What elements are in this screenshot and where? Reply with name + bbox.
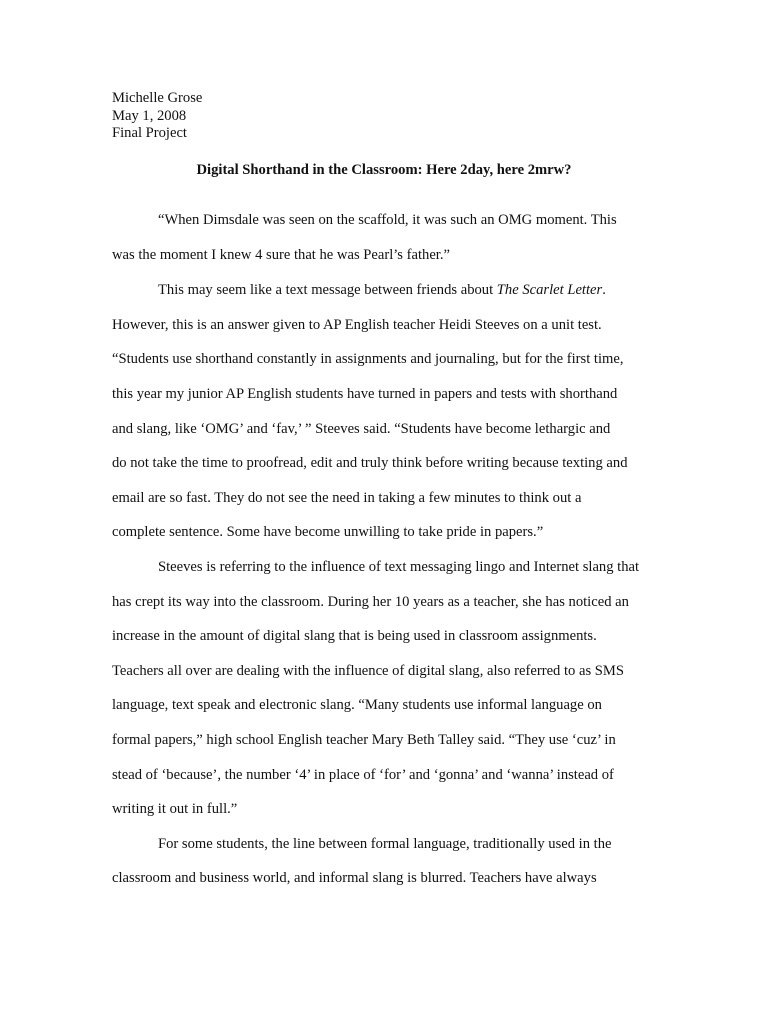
paragraph-4-line-1: For some students, the line between formal language, traditionally used in the bbox=[158, 836, 612, 852]
paragraph-3-line-4: Teachers all over are dealing with the influence of digital slang, also referred to as SMS bbox=[112, 663, 625, 679]
paragraph-3-line-2: has crept its way into the classroom. During her 10 years as a teacher, she has noticed an bbox=[112, 594, 629, 610]
paragraph-2-line-1 bbox=[158, 280, 606, 300]
document-date: May 1, 2008 bbox=[112, 107, 187, 124]
paragraph-3-line-1: Steeves is referring to the influence of text messaging lingo and Internet slang that bbox=[158, 559, 640, 575]
paragraph-3-line-7: stead of ‘because’, the number ‘4’ in place of ‘for’ and ‘gonna’ and ‘wanna’ instead of bbox=[112, 767, 614, 783]
paragraph-2-line-3: “Students use shorthand constantly in assignments and journaling, but for the first time, bbox=[112, 351, 624, 367]
paragraph-1-line-1: “When Dimsdale was seen on the scaffold, it was such an OMG moment. This bbox=[158, 212, 617, 228]
paragraph-2-line-5: and slang, like ‘OMG’ and ‘fav,’ ” Steeves said. “Students have become lethargic and bbox=[112, 421, 611, 437]
assignment-label: Final Project bbox=[112, 125, 187, 141]
paragraph-2-line-2: However, this is an answer given to AP English teacher Heidi Steeves on a unit test. bbox=[112, 317, 602, 333]
paragraph-2-line-7: email are so fast. They do not see the need in taking a few minutes to think out a bbox=[112, 490, 582, 506]
document-header bbox=[112, 90, 202, 143]
document-title: Digital Shorthand in the Classroom: Here 2day, here 2mrw? bbox=[196, 162, 572, 178]
paragraph-3-line-5: language, text speak and electronic slang. “Many students use informal language on bbox=[112, 697, 602, 713]
paragraph-2-line-1-end: . bbox=[602, 282, 606, 298]
paragraph-3-line-8: writing it out in full.” bbox=[112, 801, 238, 817]
paragraph-2-line-6: do not take the time to proofread, edit and truly think before writing because texting and bbox=[112, 455, 628, 471]
book-title: The Scarlet Letter bbox=[496, 282, 603, 298]
paragraph-1-line-2: was the moment I knew 4 sure that he was Pearl’s father.” bbox=[112, 247, 450, 263]
author-name: Michelle Grose bbox=[112, 90, 203, 106]
paragraph-4-line-2: classroom and business world, and informal slang is blurred. Teachers have always bbox=[112, 870, 597, 886]
paragraph-2-line-4: this year my junior AP English students have turned in papers and tests with shorthand bbox=[112, 386, 618, 402]
paragraph-2-line-8: complete sentence. Some have become unwilling to take pride in papers.” bbox=[112, 524, 544, 540]
paragraph-3-line-6: formal papers,” high school English teacher Mary Beth Talley said. “They use ‘cuz’ in bbox=[112, 732, 616, 748]
paragraph-3-line-3: increase in the amount of digital slang that is being used in classroom assignments. bbox=[112, 628, 597, 644]
paragraph-2-line-1-text: This may seem like a text message between friends about bbox=[158, 282, 497, 298]
